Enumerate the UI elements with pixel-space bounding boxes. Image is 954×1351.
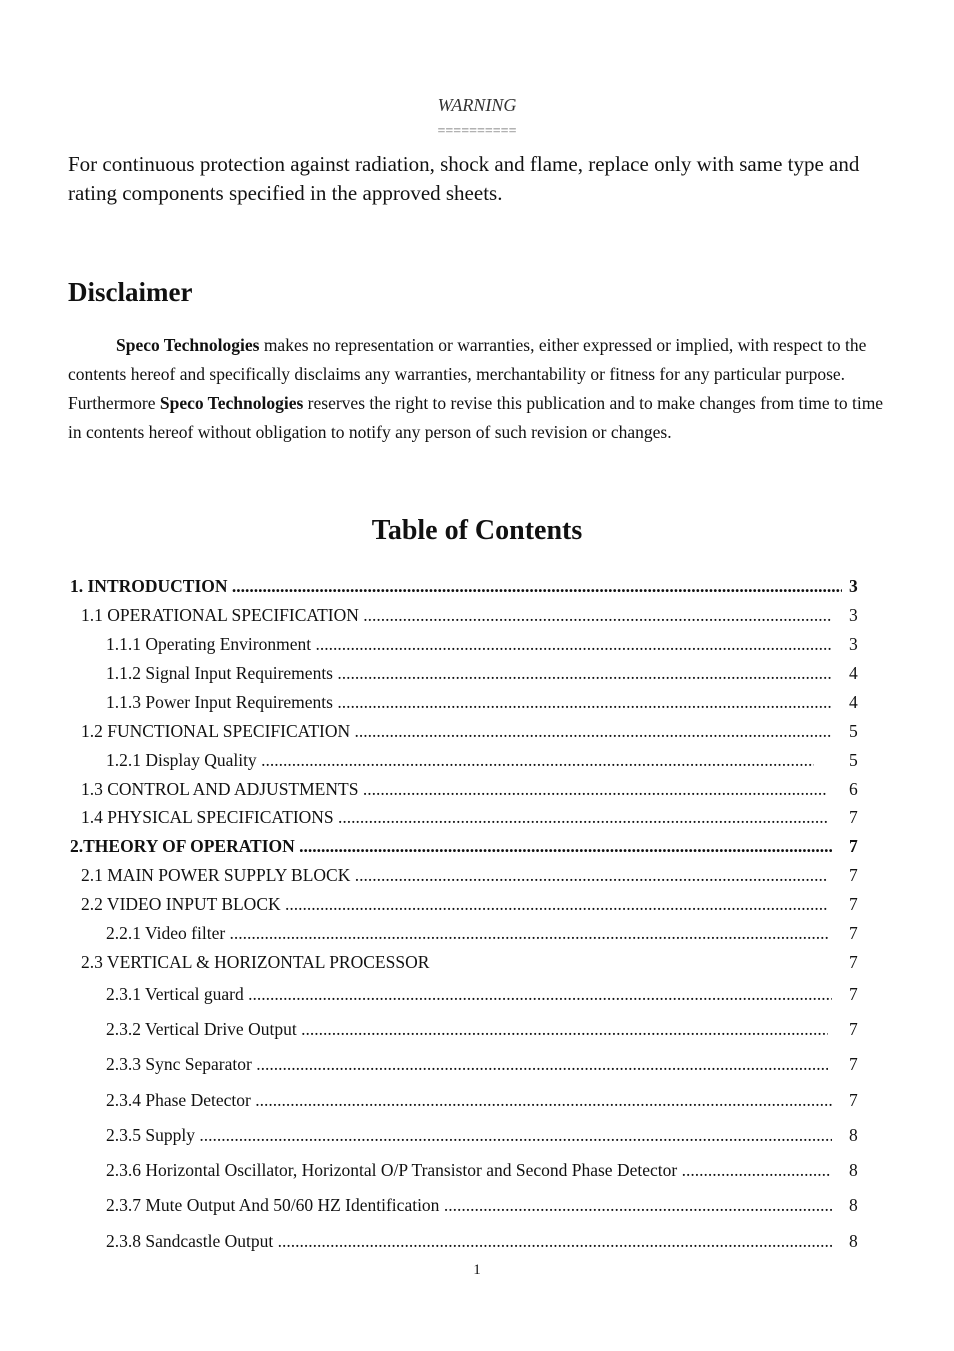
- toc-entry[interactable]: [81, 805, 954, 829]
- toc-entry[interactable]: [106, 748, 954, 772]
- toc-entry-page: 7: [849, 923, 858, 943]
- toc-entry-label: 2.2 VIDEO INPUT BLOCK .....: [81, 892, 827, 916]
- toc-entry[interactable]: [106, 1123, 954, 1147]
- toc-entry-page: 7: [849, 836, 858, 856]
- toc-entry-page: 3: [849, 605, 858, 625]
- disclaimer-body: [68, 331, 890, 447]
- toc-entry-label: 1.2.1 Display Quality .....: [106, 748, 814, 772]
- toc-entry-page: 8: [849, 1195, 858, 1215]
- toc-entry-label: 2.3.7 Mute Output And 50/60 HZ Identification .....: [106, 1193, 832, 1217]
- toc-entry-page: 7: [849, 984, 858, 1004]
- toc-entry-label: 1.4 PHYSICAL SPECIFICATIONS .....: [81, 805, 827, 829]
- toc-entry[interactable]: [81, 603, 954, 627]
- toc-entry-label: 2.3.8 Sandcastle Output .....: [106, 1229, 832, 1253]
- toc-entry-page: 5: [849, 721, 858, 741]
- toc-entry[interactable]: [106, 661, 954, 685]
- toc-entry[interactable]: [106, 1017, 954, 1041]
- toc-entry-page: 7: [849, 1090, 858, 1110]
- toc-entry[interactable]: [106, 1088, 954, 1112]
- toc-entry-label: 1.1.2 Signal Input Requirements .....: [106, 661, 832, 685]
- toc-entry-page: 6: [849, 779, 858, 799]
- toc-entry[interactable]: [106, 1158, 954, 1182]
- toc-entry-page: 4: [849, 663, 858, 683]
- toc-entry-label: 1.2 FUNCTIONAL SPECIFICATION .....: [81, 719, 832, 743]
- toc-entry[interactable]: [70, 834, 954, 858]
- disclaimer-text-1: makes no representation or warranties, either expressed or implied, with respect to the contents hereof and specifically disclaims any warranties, merchantability or fitness for any particular purpose. Furthermore: [68, 335, 867, 413]
- warning-rule: ==========: [437, 124, 517, 139]
- toc-entry-label: 2.1 MAIN POWER SUPPLY BLOCK .....: [81, 863, 827, 887]
- toc-entry[interactable]: [81, 863, 954, 887]
- page-number: 1: [473, 1262, 481, 1278]
- company-name: Speco Technologies: [116, 335, 260, 355]
- toc-entry-label: 2.3 VERTICAL & HORIZONTAL PROCESSOR: [81, 952, 430, 972]
- toc-entry[interactable]: [106, 632, 954, 656]
- toc-entry-page: 4: [849, 692, 858, 712]
- toc-entry-label: 2.3.3 Sync Separator .....: [106, 1052, 828, 1076]
- toc-entry[interactable]: [81, 777, 954, 801]
- toc-entry-page: 7: [849, 1019, 858, 1039]
- toc-entry-label: 1.1 OPERATIONAL SPECIFICATION .....: [81, 603, 832, 627]
- warning-text: For continuous protection against radiation, shock and flame, replace only with same type and rating components specified in the approved sheets.: [68, 152, 860, 205]
- toc-entry-page: 7: [849, 952, 858, 972]
- toc-entry-label: 2.3.4 Phase Detector .....: [106, 1088, 832, 1112]
- toc-entry-label: 2.THEORY OF OPERATION .....: [70, 834, 832, 858]
- toc-entry-page: 7: [849, 807, 858, 827]
- toc-entry[interactable]: [106, 921, 954, 945]
- toc-entry[interactable]: [106, 982, 954, 1006]
- toc-entry[interactable]: [81, 892, 954, 916]
- toc-entry-label: 1.3 CONTROL AND ADJUSTMENTS .....: [81, 777, 827, 801]
- disclaimer-text-2: reserves the right to revise this publication and to make changes from time to time in contents hereof without obligation to notify any person of such revision or changes.: [68, 393, 884, 442]
- toc-entry[interactable]: [106, 1229, 954, 1253]
- toc-entry-page: 8: [849, 1231, 858, 1251]
- toc-entry[interactable]: [106, 1052, 954, 1076]
- toc-entry-label: 1. INTRODUCTION .....: [70, 574, 842, 598]
- toc-entry[interactable]: [81, 950, 954, 974]
- toc-entry-page: 3: [849, 576, 858, 596]
- toc-entry-label: 1.1.1 Operating Environment .....: [106, 632, 832, 656]
- toc-entry-label: 2.3.2 Vertical Drive Output .....: [106, 1017, 828, 1041]
- toc-entry-label: 2.2.1 Video filter .....: [106, 921, 828, 945]
- toc-entry-page: 7: [849, 894, 858, 914]
- toc-entry-label: 1.1.3 Power Input Requirements .....: [106, 690, 832, 714]
- toc-entry[interactable]: [106, 690, 954, 714]
- toc-entry[interactable]: [106, 1193, 954, 1217]
- toc-entry-label: 2.3.1 Vertical guard .....: [106, 982, 832, 1006]
- toc-entry-label: 2.3.5 Supply .....: [106, 1123, 832, 1147]
- toc-entry-page: 7: [849, 865, 858, 885]
- toc-entry-page: 7: [849, 1054, 858, 1074]
- toc-entry-page: 5: [849, 750, 858, 770]
- toc-entry[interactable]: [81, 719, 954, 743]
- toc-entry-page: 8: [849, 1160, 858, 1180]
- toc-entry-page: 8: [849, 1125, 858, 1145]
- toc-entry-page: 3: [849, 634, 858, 654]
- toc-entry[interactable]: [70, 574, 954, 598]
- warning-title: WARNING: [437, 95, 517, 115]
- toc-heading: Table of Contents: [371, 515, 583, 546]
- disclaimer-heading: Disclaimer: [68, 277, 193, 307]
- company-name-2: Speco Technologies: [159, 393, 304, 413]
- toc-entry-label: 2.3.6 Horizontal Oscillator, Horizontal O/P Transistor and Second Phase Detector .....: [106, 1158, 830, 1182]
